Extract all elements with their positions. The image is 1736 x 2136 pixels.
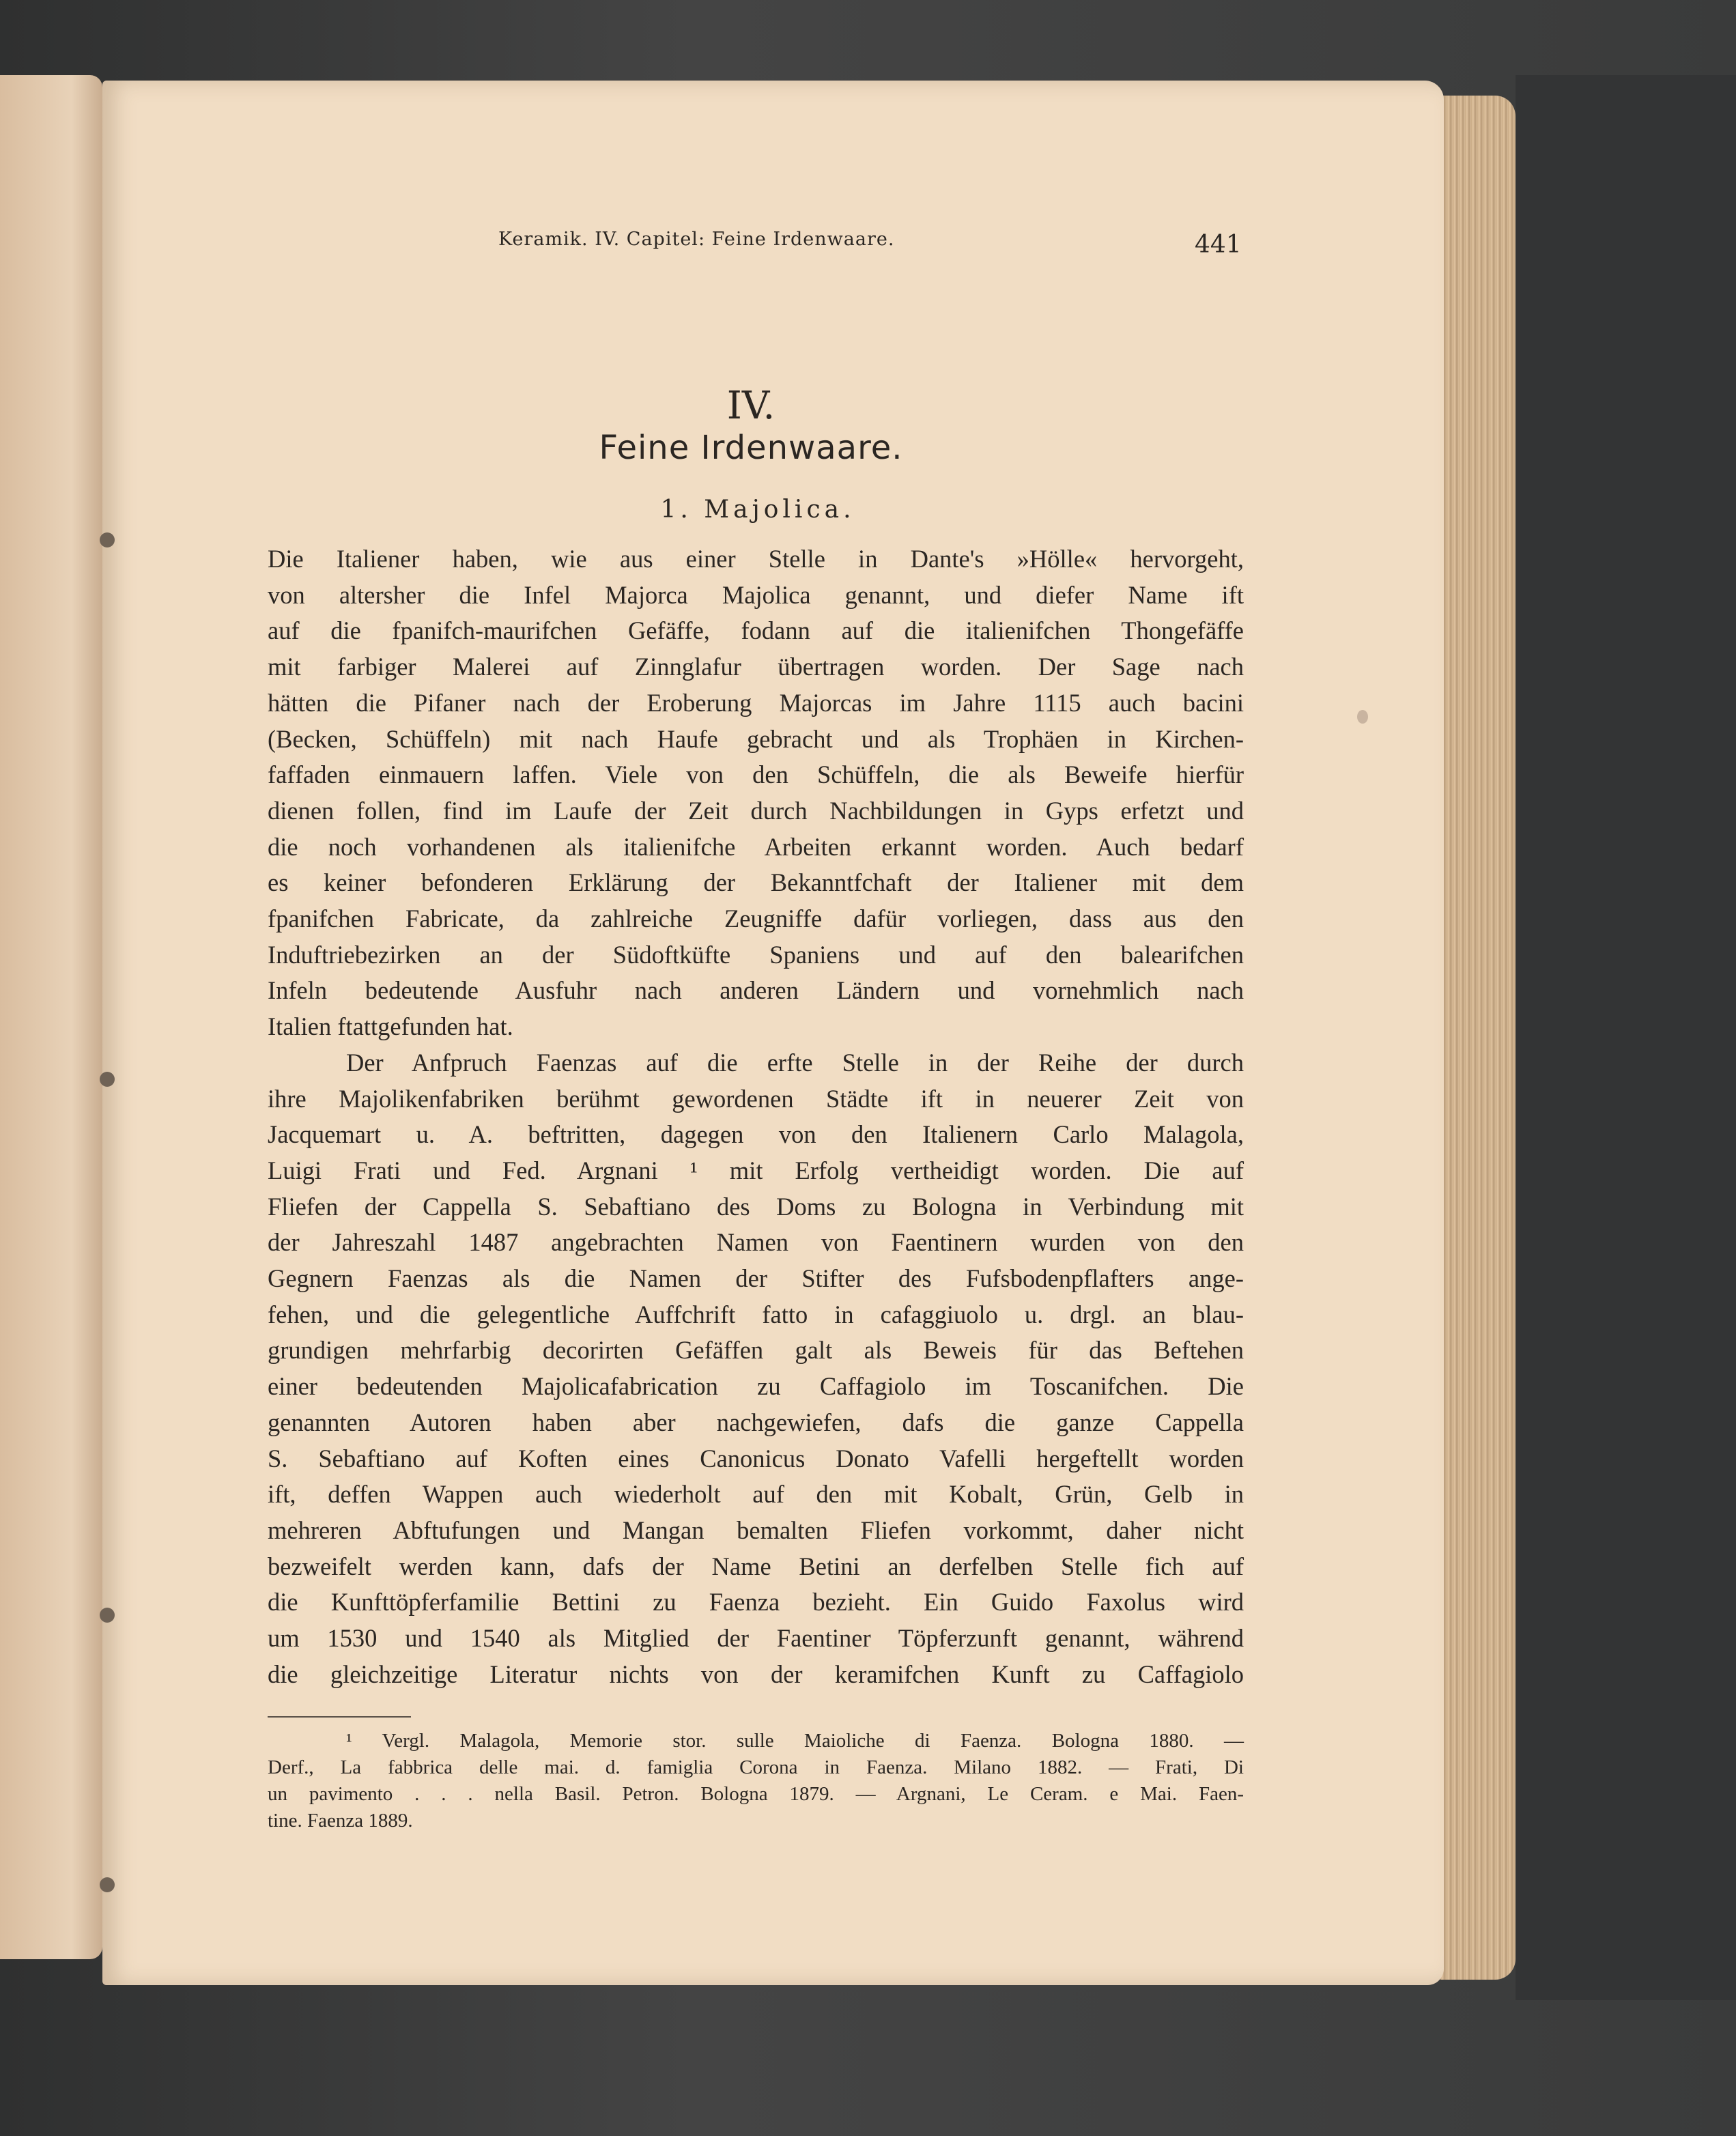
text-line: Italien ftattgefunden hat. (268, 1012, 513, 1041)
text-line: einer bedeutenden Majolicafabrication zu Caffagiolo im Toscanifchen. Die (268, 1372, 1244, 1401)
text-line: mehreren Abftufungen und Mangan bemalten Fliefen vorkommt, daher nicht (268, 1515, 1244, 1544)
text-line: genannten Autoren haben aber nachgewiefen, dafs die ganze Cappella (268, 1408, 1244, 1436)
text-line: Jacquemart u. A. beftritten, dagegen von den Italienern Carlo Malagola, (268, 1120, 1244, 1149)
footnote-line: Derf., La fabbrica delle mai. d. famiglia Corona in Faenza. Milano 1882. — Frati, Di (268, 1756, 1244, 1778)
body-text (268, 541, 1244, 1693)
text-line: um 1530 und 1540 als Mitglied der Faentiner Töpferzunft genannt, während (268, 1624, 1244, 1653)
footnotes (268, 1728, 1244, 1834)
text-line: faffaden einmauern laffen. Viele von den Schüffeln, die als Beweife hierfür (268, 760, 1244, 789)
book-cover (1516, 75, 1736, 2000)
text-line: fehen, und die gelegentliche Auffchrift fatto in cafaggiuolo u. drgl. an blau- (268, 1300, 1244, 1328)
text-line: Fliefen der Cappella S. Sebaftiano des Doms zu Bologna in Verbindung mit (268, 1192, 1244, 1221)
text-line: die Kunfttöpferfamilie Bettini zu Faenza bezieht. Ein Guido Faxolus wird (268, 1588, 1244, 1617)
text-line: hätten die Pifaner nach der Eroberung Majorcas im Jahre 1115 auch bacini (268, 688, 1244, 717)
binding-stitch (100, 532, 115, 547)
text-line: grundigen mehrfarbig decorirten Gefäffen galt als Beweis für das Beftehen (268, 1336, 1244, 1365)
text-line: es keiner befonderen Erklärung der Bekanntfchaft der Italiener mit dem (268, 868, 1244, 897)
chapter-number: IV. (726, 384, 775, 428)
section-title: 1. Majolica. (660, 496, 855, 524)
text-line: bezweifelt werden kann, dafs der Name Betini an derfelben Stelle fich auf (268, 1552, 1244, 1580)
chapter-title: Feine Irdenwaare. (599, 429, 903, 467)
text-line: Die Italiener haben, wie aus einer Stelle in Dante's »Hölle« hervorgeht, (268, 545, 1244, 573)
paper-stain (1357, 710, 1368, 724)
text-line: Gegnern Faenzas als die Namen der Stifter des Fufsbodenpflafters ange- (268, 1264, 1244, 1293)
text-line: Infeln bedeutende Ausfuhr nach anderen Ländern und vornehmlich nach (268, 976, 1244, 1005)
footnote-line: tine. Faenza 1889. (268, 1810, 413, 1832)
text-line: Luigi Frati und Fed. Argnani ¹ mit Erfolg vertheidigt worden. Die auf (268, 1156, 1244, 1184)
text-line: (Becken, Schüffeln) mit nach Haufe gebracht und als Trophäen in Kirchen- (268, 724, 1244, 753)
facing-page-edge (0, 75, 102, 1959)
text-line: auf die fpanifch-maurifchen Gefäffe, fodann auf die italienifchen Thongefäffe (268, 616, 1244, 645)
footnote-line: ¹ Vergl. Malagola, Memorie stor. sulle Maioliche di Faenza. Bologna 1880. — (346, 1730, 1244, 1752)
binding-stitch (100, 1877, 115, 1892)
text-line: von altersher die Infel Majorca Majolica genannt, und diefer Name ift (268, 580, 1244, 609)
text-line: der Jahreszahl 1487 angebrachten Namen von Faentinern wurden von den (268, 1228, 1244, 1257)
text-line: Der Anfpruch Faenzas auf die erfte Stelle in der Reihe der durch (346, 1048, 1244, 1077)
text-line: ift, deffen Wappen auch wiederholt auf den mit Kobalt, Grün, Gelb in (268, 1480, 1244, 1509)
text-line: die noch vorhandenen als italienifche Arbeiten erkannt worden. Auch bedarf (268, 832, 1244, 861)
text-line: mit farbiger Malerei auf Zinnglafur übertragen worden. Der Sage nach (268, 653, 1244, 681)
text-line: S. Sebaftiano auf Koften eines Canonicus Donato Vafelli hergeftellt worden (268, 1444, 1244, 1472)
page-block-edges (1440, 96, 1516, 1980)
text-line: die gleichzeitige Literatur nichts von der keramifchen Kunft zu Caffagiolo (268, 1660, 1244, 1688)
binding-stitch (100, 1072, 115, 1087)
binding-stitch (100, 1608, 115, 1623)
text-line: Induftriebezirken an der Südoftküfte Spaniens und auf den balearifchen (268, 940, 1244, 969)
text-line: dienen follen, find im Laufe der Zeit durch Nachbildungen in Gyps erfetzt und (268, 796, 1244, 825)
text-line: fpanifchen Fabricate, da zahlreiche Zeugniffe dafür vorliegen, dass aus den (268, 905, 1244, 933)
footnote-line: un pavimento . . . nella Basil. Petron. Bologna 1879. — Argnani, Le Ceram. e Mai. Faen- (268, 1783, 1244, 1805)
text-line: ihre Majolikenfabriken berühmt gewordenen Städte ift in neuerer Zeit von (268, 1084, 1244, 1113)
page-number: 441 (1195, 231, 1242, 259)
running-header: Keramik. IV. Capitel: Feine Irdenwaare. (498, 229, 895, 250)
footnote-divider (268, 1716, 411, 1718)
